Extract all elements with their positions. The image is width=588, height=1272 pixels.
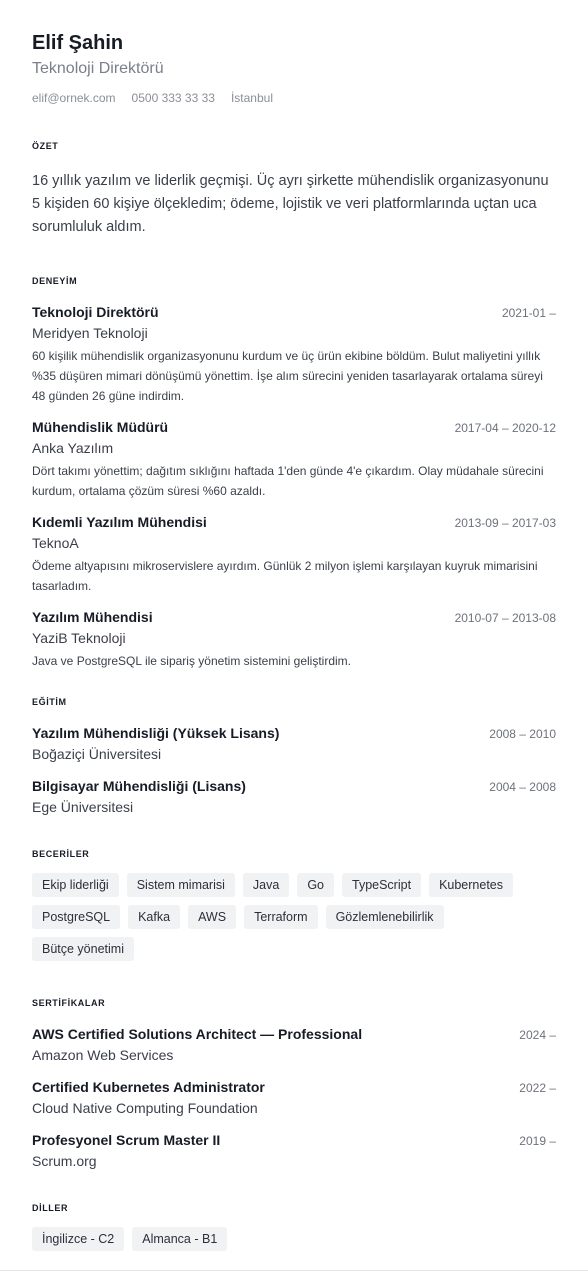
certification-issuer: Cloud Native Computing Foundation — [32, 1100, 258, 1116]
experience-title: Mühendislik Müdürü — [32, 419, 169, 435]
experience-title: Yazılım Mühendisi — [32, 609, 153, 625]
city: İstanbul — [230, 91, 273, 105]
page-bottom-divider — [0, 1270, 588, 1271]
skill-chip: Java — [243, 873, 289, 897]
experience-date: 2013-09 – 2017-03 — [454, 516, 556, 530]
experience-description: Dört takımı yönettim; dağıtım sıklığını haftada 1'den günde 4'e çıkardım. Olay müdahale sürecini kurdum, ortalama çözüm süresi %60 azaldı. — [32, 464, 544, 498]
experience-item — [32, 417, 556, 501]
education-date: 2004 – 2008 — [489, 780, 556, 794]
education-degree: Yazılım Mühendisliği (Yüksek Lisans) — [32, 725, 280, 741]
experience-company: TeknoA — [32, 535, 79, 551]
certifications-section — [32, 997, 556, 1171]
experience-description: 60 kişilik mühendislik organizasyonunu kurdum ve üç ürün ekibine böldüm. Bulut maliyetini yıllık %35 düşüren mimari dönüşümü yönettim. İşe alım sürecini yeniden tasarlayarak ortalama süreyi 48 günden 26 güne indirdim. — [32, 349, 543, 403]
experience-date: 2017-04 – 2020-12 — [454, 421, 556, 435]
section-label-experience: DENEYİM — [32, 276, 78, 286]
education-school: Ege Üniversitesi — [32, 799, 134, 815]
skills-list — [32, 873, 532, 961]
experience-description: Ödeme altyapısını mikroservislere ayırdım. Günlük 2 milyon işlemi karşılayan kuyruk mimarisini tasarladım. — [32, 559, 538, 593]
education-date: 2008 – 2010 — [489, 727, 556, 741]
experience-title: Kıdemli Yazılım Mühendisi — [32, 514, 207, 530]
certification-date: 2022 – — [519, 1081, 556, 1095]
certification-date: 2024 – — [519, 1028, 556, 1042]
job-title-headline: Teknoloji Direktörü — [32, 60, 164, 77]
education-item — [32, 723, 556, 764]
contact-info — [32, 90, 556, 106]
experience-company: Anka Yazılım — [32, 440, 114, 456]
certification-title: AWS Certified Solutions Architect — Professional — [32, 1026, 363, 1042]
skill-chip: TypeScript — [342, 873, 421, 897]
skill-chip: Kafka — [128, 905, 180, 929]
email[interactable]: elif@ornek.com — [32, 91, 116, 105]
experience-company: Meridyen Teknoloji — [32, 325, 148, 341]
summary-text: 16 yıllık yazılım ve liderlik geçmişi. Üç ayrı şirkette mühendislik organizasyonunu 5 kişiden 60 kişiye ölçekledim; ödeme, lojistik ve veri platformlarında uçtan uca sorumluluk aldım. — [32, 173, 549, 235]
education-degree: Bilgisayar Mühendisliği (Lisans) — [32, 778, 246, 794]
certification-title: Certified Kubernetes Administrator — [32, 1079, 265, 1095]
skills-section — [32, 848, 556, 961]
skill-chip: PostgreSQL — [32, 905, 120, 929]
skill-chip: Gözlemlenebilirlik — [326, 905, 444, 929]
skill-chip: Sistem mimarisi — [127, 873, 235, 897]
summary-section — [32, 140, 556, 239]
certification-date: 2019 – — [519, 1134, 556, 1148]
experience-section — [32, 275, 556, 671]
certification-item — [32, 1130, 556, 1171]
skill-chip: AWS — [188, 905, 236, 929]
experience-item — [32, 512, 556, 596]
skill-chip: Ekip liderliği — [32, 873, 119, 897]
experience-company: YaziB Teknoloji — [32, 630, 126, 646]
experience-date: 2010-07 – 2013-08 — [454, 611, 556, 625]
experience-description: Java ve PostgreSQL ile sipariş yönetim sistemini geliştirdim. — [32, 654, 352, 668]
section-label-education: EĞİTİM — [32, 697, 67, 707]
phone[interactable]: 0500 333 33 33 — [131, 91, 215, 105]
education-section — [32, 696, 556, 817]
skill-chip: Kubernetes — [429, 873, 513, 897]
language-chip: İngilizce - C2 — [32, 1227, 124, 1251]
section-label-languages: DİLLER — [32, 1203, 69, 1213]
certification-item — [32, 1077, 556, 1118]
experience-item — [32, 607, 556, 671]
experience-title: Teknoloji Direktörü — [32, 304, 159, 320]
experience-date: 2021-01 – — [501, 306, 556, 320]
person-name: Elif Şahin — [32, 32, 124, 54]
skill-chip: Terraform — [244, 905, 317, 929]
certification-issuer: Amazon Web Services — [32, 1047, 174, 1063]
education-school: Boğaziçi Üniversitesi — [32, 746, 162, 762]
languages-list — [32, 1227, 532, 1251]
languages-section — [32, 1202, 556, 1251]
experience-item — [32, 302, 556, 406]
skill-chip: Bütçe yönetimi — [32, 937, 134, 961]
section-label-certifications: SERTİFİKALAR — [32, 998, 106, 1008]
section-label-skills: BECERİLER — [32, 849, 90, 859]
certification-item — [32, 1024, 556, 1065]
language-chip: Almanca - B1 — [132, 1227, 227, 1251]
certification-issuer: Scrum.org — [32, 1153, 97, 1169]
section-label-summary: ÖZET — [32, 141, 59, 151]
education-item — [32, 776, 556, 817]
certification-title: Profesyonel Scrum Master II — [32, 1132, 221, 1148]
skill-chip: Go — [297, 873, 334, 897]
